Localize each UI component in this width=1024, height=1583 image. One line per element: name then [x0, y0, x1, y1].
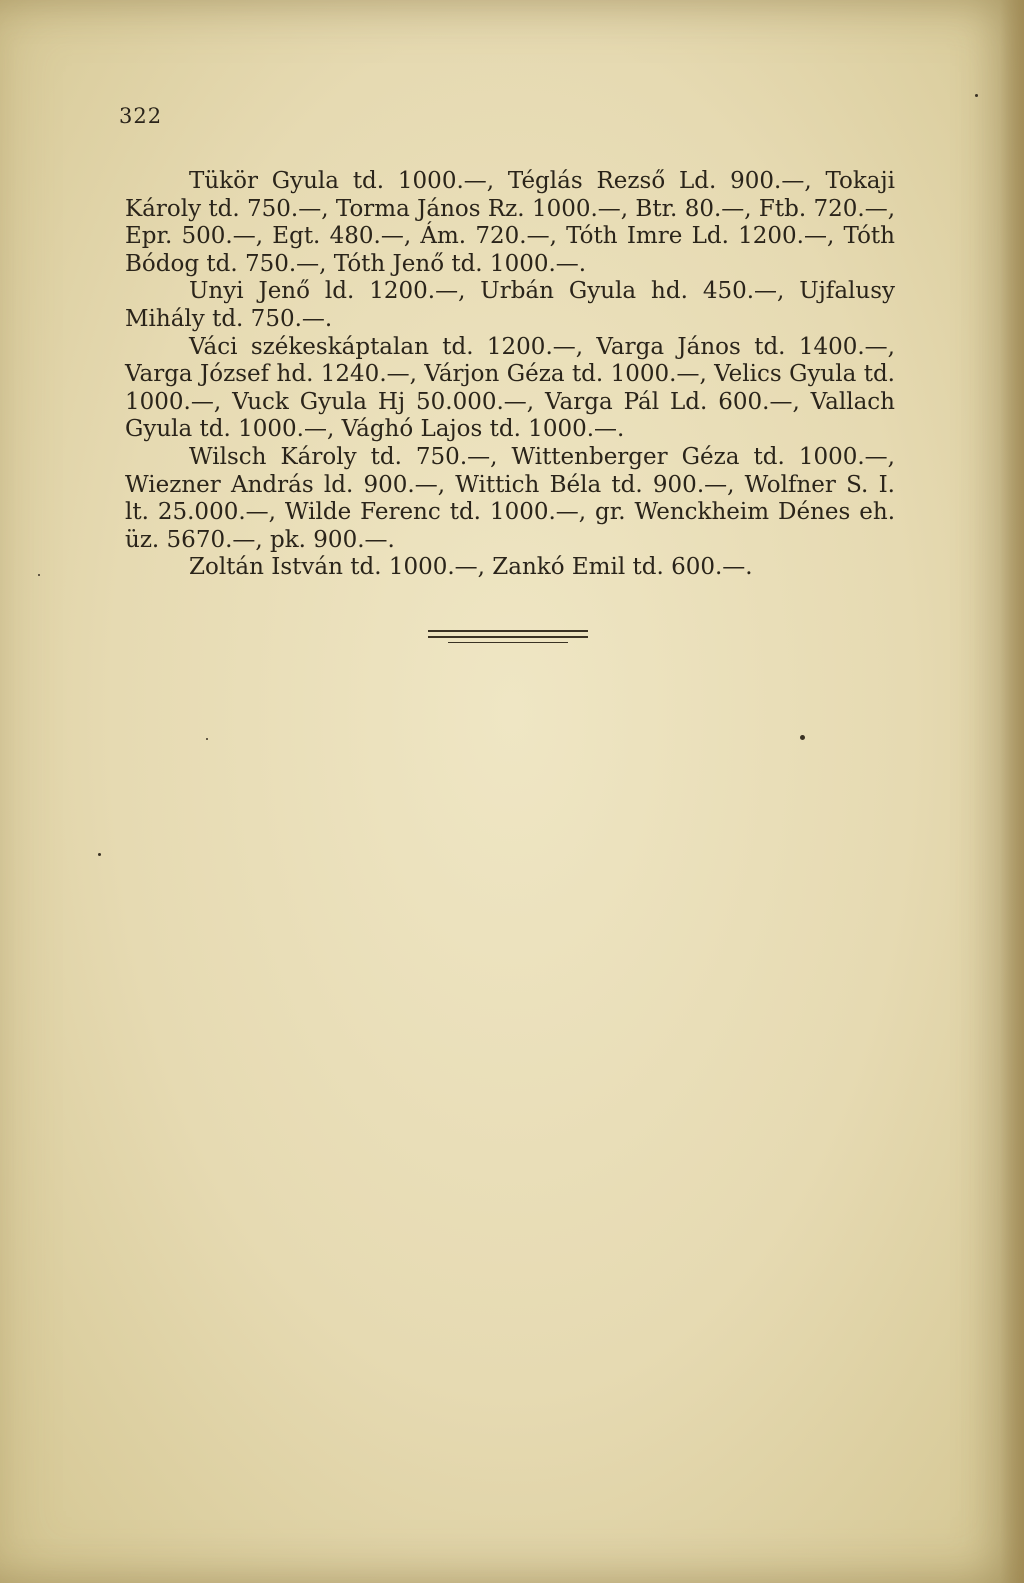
paper-speck [206, 738, 208, 740]
entry-paragraph-t: Tükör Gyula td. 1000.—, Téglás Rezső Ld. 900.—, Tokaji Károly td. 750.—, Torma János Rz. 1000.—, Btr. 80.—, Ftb. 720.—, Epr. 500.—, Egt. 480.—, Ám. 720.—, Tóth Imre Ld. 1200.—, Tóth Bódog td. 750.—, Tóth Jenő td. 1000.—. [125, 168, 895, 277]
paper-speck [98, 853, 101, 856]
paper-speck [800, 735, 805, 740]
paper-speck [38, 574, 40, 576]
paper-speck [975, 94, 978, 97]
entry-paragraph-u: Unyi Jenő ld. 1200.—, Urbán Gyula hd. 450.—, Ujfalusy Mihály td. 750.—. [125, 278, 895, 332]
end-rule-middle [428, 636, 588, 638]
end-rule-top [428, 630, 588, 632]
page-number: 322 [119, 104, 163, 128]
page-edge-shadow [1000, 0, 1024, 1583]
entry-paragraph-z: Zoltán István td. 1000.—, Zankó Emil td. 600.—. [189, 554, 753, 581]
entry-list [125, 168, 895, 582]
entry-paragraph-w: Wilsch Károly td. 750.—, Wittenberger Géza td. 1000.—, Wiezner András ld. 900.—, Wittich Béla td. 900.—, Wolfner S. I. lt. 25.000.—, Wilde Ferenc td. 1000.—, gr. Wenckheim Dénes eh. üz. 5670.—, pk. 900.—. [125, 443, 895, 553]
end-rule-bottom [448, 642, 568, 643]
entry-paragraph-v: Váci székeskáptalan td. 1200.—, Varga János td. 1400.—, Varga József hd. 1240.—, Várjon Géza td. 1000.—, Velics Gyula td. 1000.—, Vuck Gyula Hj 50.000.—, Varga Pál Ld. 600.—, Vallach Gyula td. 1000.—, Vághó Lajos td. 1000.—. [125, 333, 895, 443]
